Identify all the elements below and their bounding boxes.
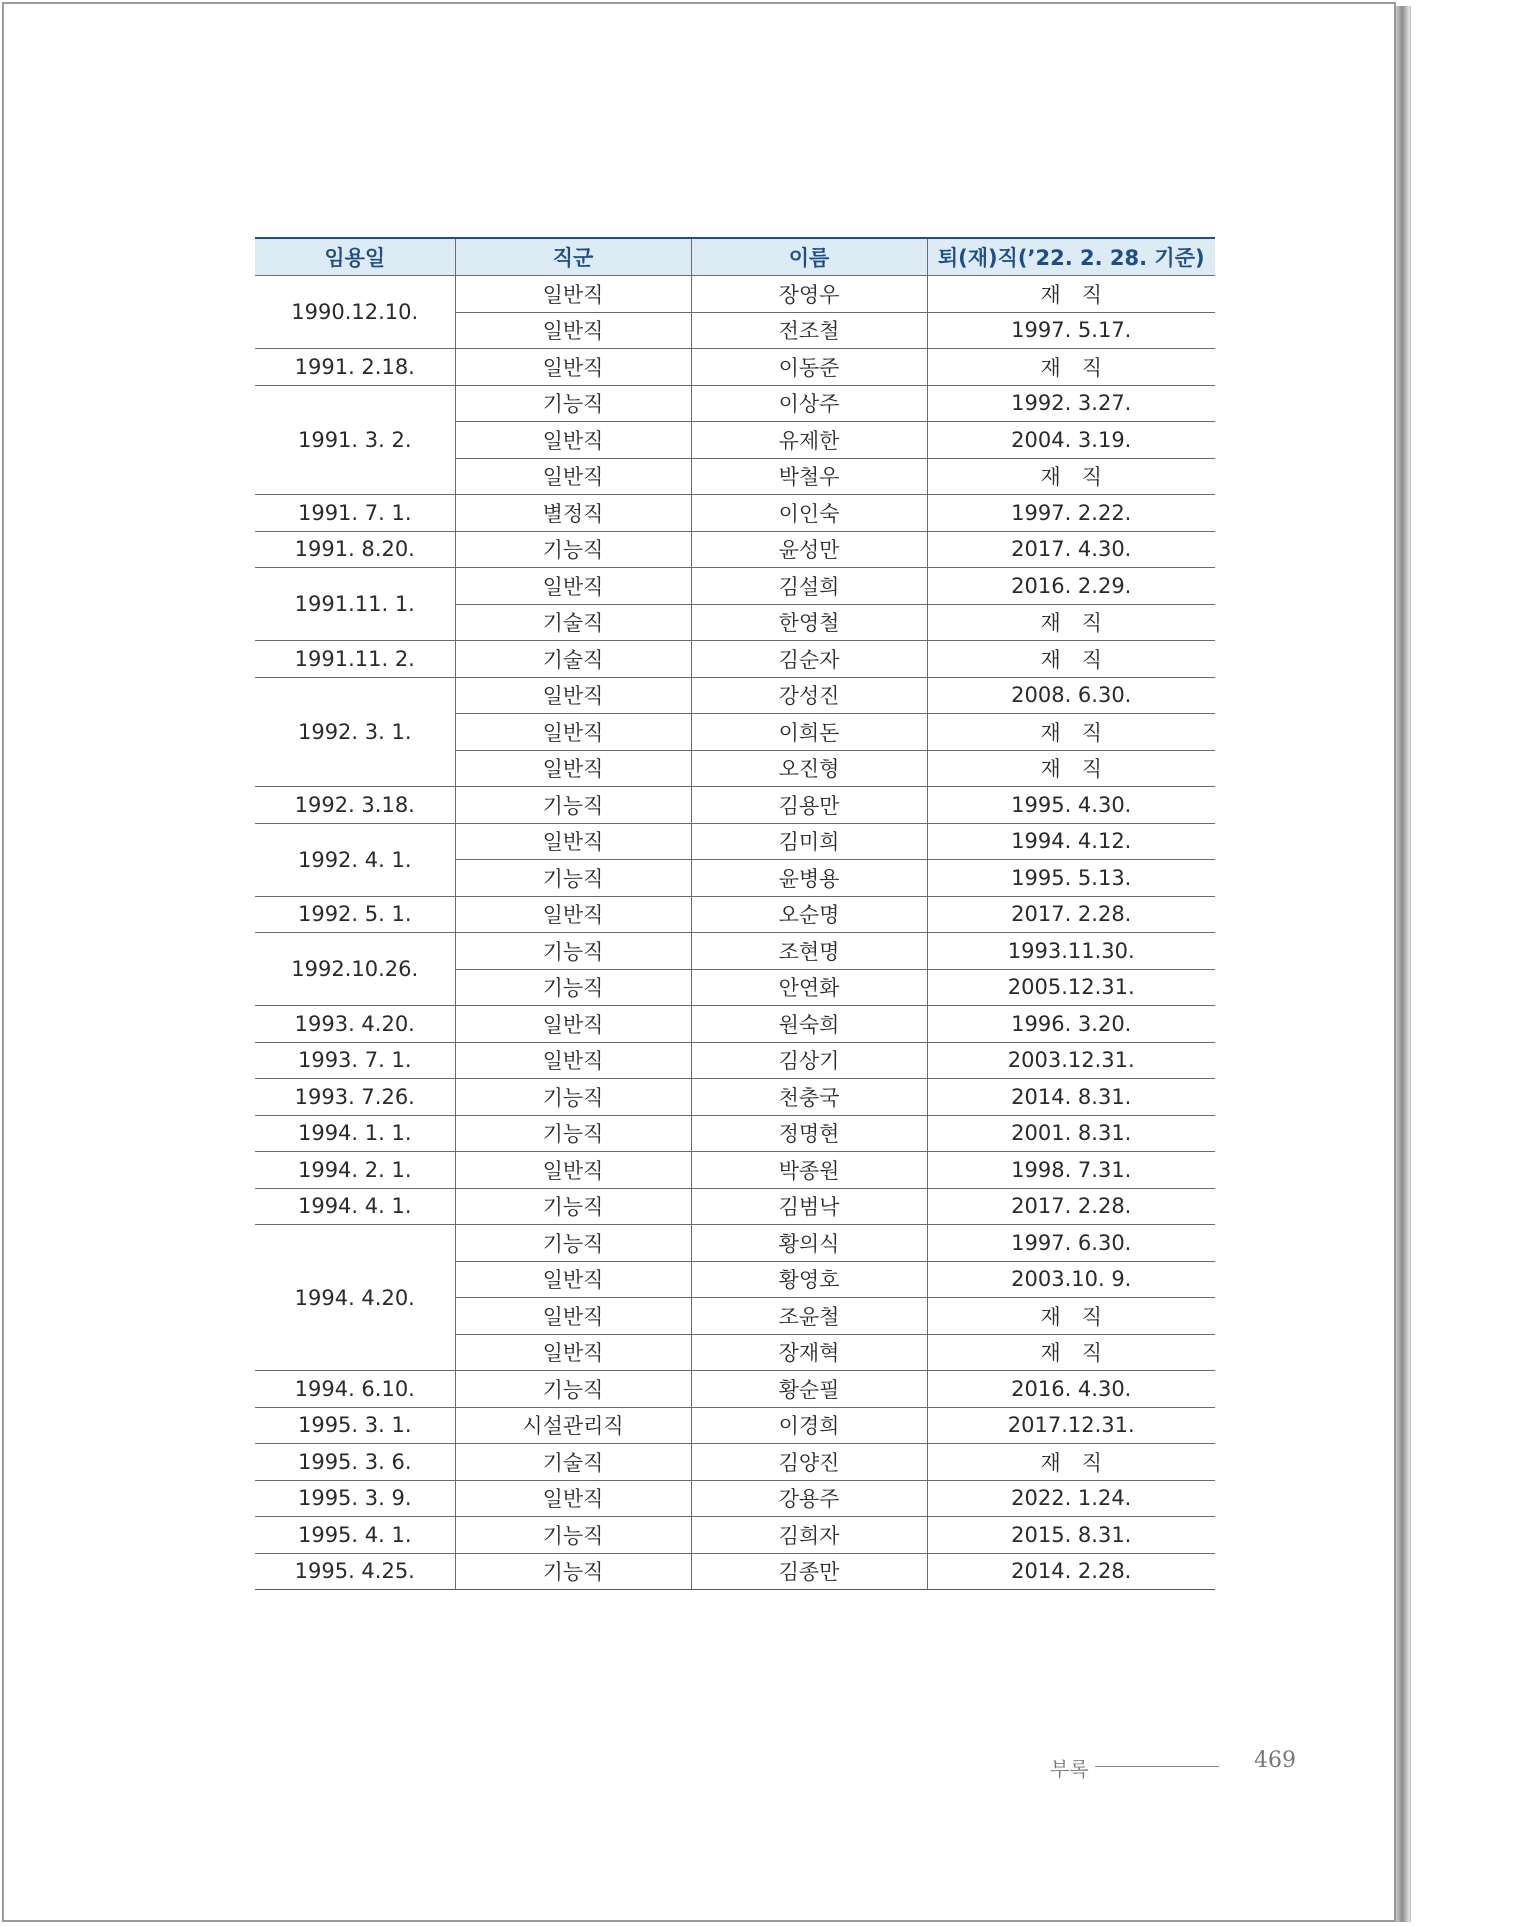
name-cell: 강성진 — [691, 677, 927, 714]
table-row — [255, 677, 1215, 714]
retirement-status-cell: 재 직 — [927, 1298, 1215, 1335]
appointment-date-cell: 1991. 8.20. — [255, 531, 455, 568]
retirement-status-cell: 재 직 — [927, 349, 1215, 386]
retirement-status-cell: 1992. 3.27. — [927, 385, 1215, 422]
appointment-date-cell: 1995. 4. 1. — [255, 1517, 455, 1554]
job-group-cell: 기능직 — [455, 1115, 691, 1152]
appointment-date-cell: 1991. 3. 2. — [255, 385, 455, 495]
retirement-status-cell: 2015. 8.31. — [927, 1517, 1215, 1554]
job-group-cell: 기술직 — [455, 641, 691, 678]
table-row — [255, 1480, 1215, 1517]
appointment-date-cell: 1995. 3. 6. — [255, 1444, 455, 1481]
retirement-status-cell: 2014. 8.31. — [927, 1079, 1215, 1116]
retirement-status-cell: 2003.12.31. — [927, 1042, 1215, 1079]
retirement-status-cell: 1997. 5.17. — [927, 312, 1215, 349]
retirement-status-cell: 2017. 4.30. — [927, 531, 1215, 568]
header-appointment-date: 임용일 — [255, 238, 455, 276]
retirement-status-cell: 1995. 4.30. — [927, 787, 1215, 824]
appointment-date-cell: 1992.10.26. — [255, 933, 455, 1006]
name-cell: 김상기 — [691, 1042, 927, 1079]
appointment-date-cell: 1991.11. 2. — [255, 641, 455, 678]
table-row — [255, 495, 1215, 532]
job-group-cell: 일반직 — [455, 1261, 691, 1298]
name-cell: 이동준 — [691, 349, 927, 386]
table-row — [255, 1225, 1215, 1262]
table-row — [255, 349, 1215, 386]
header-job-group: 직군 — [455, 238, 691, 276]
job-group-cell: 일반직 — [455, 677, 691, 714]
appointment-date-cell: 1993. 4.20. — [255, 1006, 455, 1043]
retirement-status-cell: 재 직 — [927, 714, 1215, 751]
job-group-cell: 별정직 — [455, 495, 691, 532]
table-body — [255, 276, 1215, 1590]
appointment-date-cell: 1991.11. 1. — [255, 568, 455, 641]
name-cell: 김순자 — [691, 641, 927, 678]
appointment-date-cell: 1991. 2.18. — [255, 349, 455, 386]
job-group-cell: 기능직 — [455, 933, 691, 970]
name-cell: 이희돈 — [691, 714, 927, 751]
retirement-status-cell: 2003.10. 9. — [927, 1261, 1215, 1298]
table-row — [255, 1115, 1215, 1152]
retirement-status-cell: 2017. 2.28. — [927, 896, 1215, 933]
job-group-cell: 일반직 — [455, 1006, 691, 1043]
job-group-cell: 일반직 — [455, 714, 691, 751]
job-group-cell: 기능직 — [455, 1188, 691, 1225]
retirement-status-cell: 2004. 3.19. — [927, 422, 1215, 459]
name-cell: 김설희 — [691, 568, 927, 605]
table-row — [255, 568, 1215, 605]
retirement-status-cell: 2001. 8.31. — [927, 1115, 1215, 1152]
appointment-date-cell: 1991. 7. 1. — [255, 495, 455, 532]
name-cell: 김미희 — [691, 823, 927, 860]
job-group-cell: 기능직 — [455, 385, 691, 422]
retirement-status-cell: 재 직 — [927, 276, 1215, 313]
name-cell: 박철우 — [691, 458, 927, 495]
name-cell: 조윤철 — [691, 1298, 927, 1335]
name-cell: 천충국 — [691, 1079, 927, 1116]
job-group-cell: 일반직 — [455, 1334, 691, 1371]
appointment-date-cell: 1995. 4.25. — [255, 1553, 455, 1590]
retirement-status-cell: 재 직 — [927, 1444, 1215, 1481]
name-cell: 오순명 — [691, 896, 927, 933]
appointment-date-cell: 1992. 5. 1. — [255, 896, 455, 933]
job-group-cell: 일반직 — [455, 896, 691, 933]
name-cell: 황의식 — [691, 1225, 927, 1262]
appointment-date-cell: 1992. 4. 1. — [255, 823, 455, 896]
table-row — [255, 1152, 1215, 1189]
appointment-date-cell: 1993. 7.26. — [255, 1079, 455, 1116]
retirement-status-cell: 2017.12.31. — [927, 1407, 1215, 1444]
retirement-status-cell: 1994. 4.12. — [927, 823, 1215, 860]
job-group-cell: 일반직 — [455, 1298, 691, 1335]
name-cell: 원숙희 — [691, 1006, 927, 1043]
retirement-status-cell: 재 직 — [927, 604, 1215, 641]
retirement-status-cell: 1997. 2.22. — [927, 495, 1215, 532]
table-row — [255, 1006, 1215, 1043]
name-cell: 조현명 — [691, 933, 927, 970]
name-cell: 김종만 — [691, 1553, 927, 1590]
name-cell: 강용주 — [691, 1480, 927, 1517]
table-row — [255, 1079, 1215, 1116]
name-cell: 윤병용 — [691, 860, 927, 897]
name-cell: 김범낙 — [691, 1188, 927, 1225]
retirement-status-cell: 2008. 6.30. — [927, 677, 1215, 714]
appointment-date-cell: 1994. 6.10. — [255, 1371, 455, 1408]
appointment-date-cell: 1992. 3. 1. — [255, 677, 455, 787]
table-row — [255, 933, 1215, 970]
job-group-cell: 일반직 — [455, 568, 691, 605]
job-group-cell: 일반직 — [455, 1042, 691, 1079]
table-row — [255, 385, 1215, 422]
retirement-status-cell: 1998. 7.31. — [927, 1152, 1215, 1189]
job-group-cell: 기능직 — [455, 1079, 691, 1116]
job-group-cell: 기술직 — [455, 604, 691, 641]
job-group-cell: 기능직 — [455, 1225, 691, 1262]
appointment-date-cell: 1993. 7. 1. — [255, 1042, 455, 1079]
retirement-status-cell: 2016. 2.29. — [927, 568, 1215, 605]
appointment-date-cell: 1994. 4.20. — [255, 1225, 455, 1371]
retirement-status-cell: 1995. 5.13. — [927, 860, 1215, 897]
retirement-status-cell: 1996. 3.20. — [927, 1006, 1215, 1043]
retirement-status-cell: 1997. 6.30. — [927, 1225, 1215, 1262]
name-cell: 이경희 — [691, 1407, 927, 1444]
name-cell: 장영우 — [691, 276, 927, 313]
page-number: 469 — [1254, 1748, 1296, 1773]
name-cell: 장재혁 — [691, 1334, 927, 1371]
table-row — [255, 823, 1215, 860]
footer-section-label: 부록 — [1050, 1757, 1089, 1781]
appointment-date-cell: 1994. 1. 1. — [255, 1115, 455, 1152]
retirement-status-cell: 재 직 — [927, 641, 1215, 678]
retirement-status-cell: 2005.12.31. — [927, 969, 1215, 1006]
job-group-cell: 일반직 — [455, 276, 691, 313]
name-cell: 황영호 — [691, 1261, 927, 1298]
job-group-cell: 일반직 — [455, 750, 691, 787]
name-cell: 이인숙 — [691, 495, 927, 532]
job-group-cell: 기능직 — [455, 531, 691, 568]
header-retirement-status: 퇴(재)직(’22. 2. 28. 기준) — [927, 238, 1215, 276]
job-group-cell: 기능직 — [455, 1371, 691, 1408]
table-row — [255, 1444, 1215, 1481]
name-cell: 황순필 — [691, 1371, 927, 1408]
table-header-row — [255, 238, 1215, 276]
table-row — [255, 1188, 1215, 1225]
table-row — [255, 641, 1215, 678]
appointment-date-cell: 1994. 2. 1. — [255, 1152, 455, 1189]
name-cell: 오진형 — [691, 750, 927, 787]
table-row — [255, 1517, 1215, 1554]
table-row — [255, 896, 1215, 933]
table-row — [255, 787, 1215, 824]
footer-rule — [1095, 1766, 1219, 1767]
table-row — [255, 1042, 1215, 1079]
name-cell: 전조철 — [691, 312, 927, 349]
header-name: 이름 — [691, 238, 927, 276]
table-row — [255, 531, 1215, 568]
name-cell: 김용만 — [691, 787, 927, 824]
job-group-cell: 일반직 — [455, 458, 691, 495]
job-group-cell: 일반직 — [455, 422, 691, 459]
retirement-status-cell: 2016. 4.30. — [927, 1371, 1215, 1408]
job-group-cell: 일반직 — [455, 312, 691, 349]
name-cell: 한영철 — [691, 604, 927, 641]
job-group-cell: 기술직 — [455, 1444, 691, 1481]
table-row — [255, 276, 1215, 313]
retirement-status-cell: 재 직 — [927, 750, 1215, 787]
retirement-status-cell: 2014. 2.28. — [927, 1553, 1215, 1590]
job-group-cell: 기능직 — [455, 1553, 691, 1590]
job-group-cell: 기능직 — [455, 860, 691, 897]
job-group-cell: 일반직 — [455, 1152, 691, 1189]
job-group-cell: 기능직 — [455, 1517, 691, 1554]
name-cell: 유제한 — [691, 422, 927, 459]
name-cell: 윤성만 — [691, 531, 927, 568]
retirement-status-cell: 2017. 2.28. — [927, 1188, 1215, 1225]
job-group-cell: 기능직 — [455, 787, 691, 824]
table-row — [255, 1371, 1215, 1408]
appointment-date-cell: 1992. 3.18. — [255, 787, 455, 824]
name-cell: 정명현 — [691, 1115, 927, 1152]
retirement-status-cell: 1993.11.30. — [927, 933, 1215, 970]
retirement-status-cell: 재 직 — [927, 1334, 1215, 1371]
name-cell: 김양진 — [691, 1444, 927, 1481]
table-row — [255, 1553, 1215, 1590]
appointment-date-cell: 1990.12.10. — [255, 276, 455, 349]
staff-roster-table — [255, 237, 1215, 1590]
retirement-status-cell: 재 직 — [927, 458, 1215, 495]
table-row — [255, 1407, 1215, 1444]
name-cell: 이상주 — [691, 385, 927, 422]
job-group-cell: 기능직 — [455, 969, 691, 1006]
appointment-date-cell: 1995. 3. 1. — [255, 1407, 455, 1444]
appointment-date-cell: 1994. 4. 1. — [255, 1188, 455, 1225]
page-edge-shadow — [1396, 6, 1411, 1922]
job-group-cell: 일반직 — [455, 1480, 691, 1517]
job-group-cell: 일반직 — [455, 349, 691, 386]
job-group-cell: 일반직 — [455, 823, 691, 860]
retirement-status-cell: 2022. 1.24. — [927, 1480, 1215, 1517]
name-cell: 박종원 — [691, 1152, 927, 1189]
appointment-date-cell: 1995. 3. 9. — [255, 1480, 455, 1517]
job-group-cell: 시설관리직 — [455, 1407, 691, 1444]
name-cell: 안연화 — [691, 969, 927, 1006]
name-cell: 김희자 — [691, 1517, 927, 1554]
